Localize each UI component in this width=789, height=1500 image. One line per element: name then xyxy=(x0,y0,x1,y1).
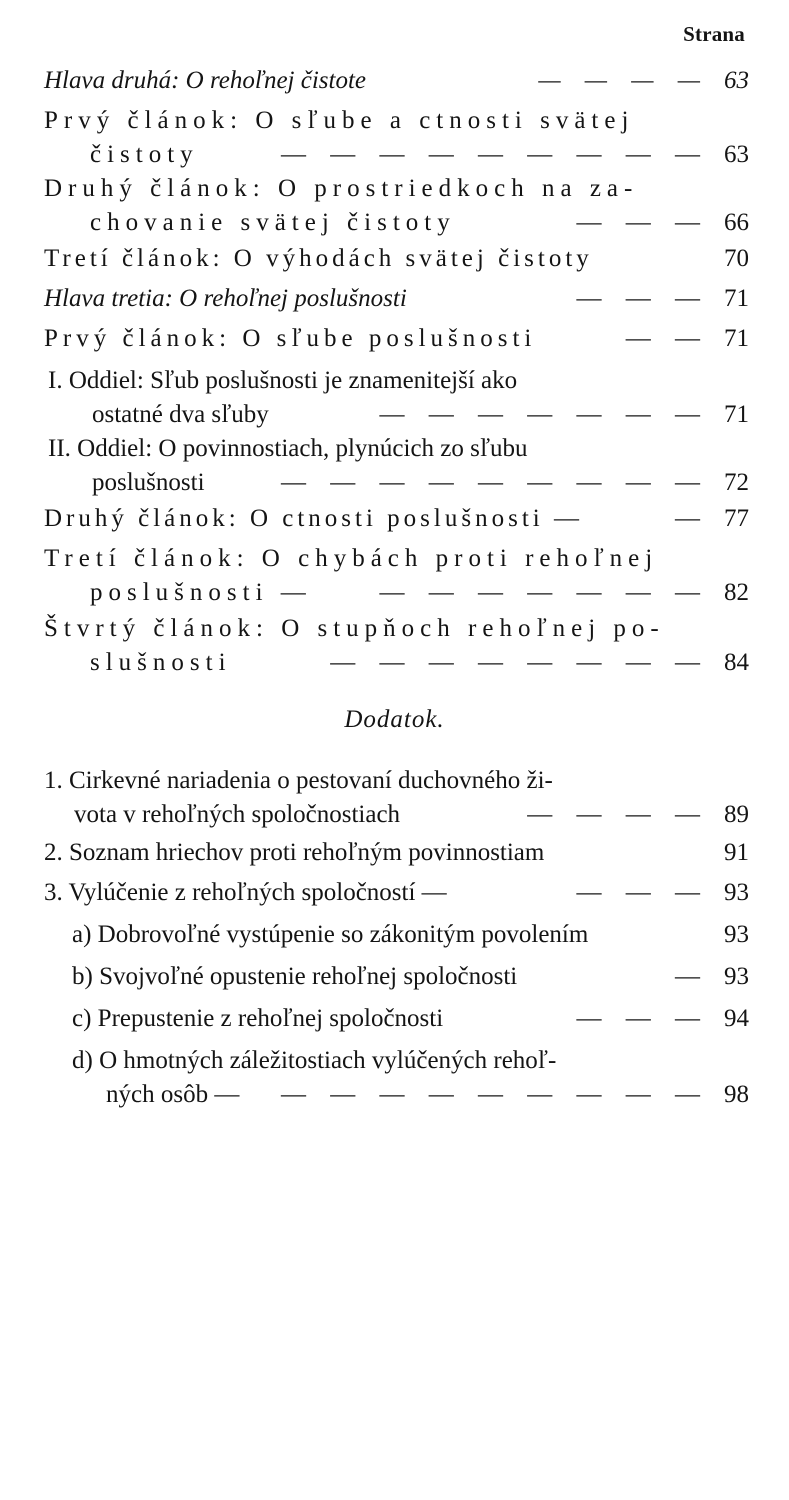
page-number: 84 xyxy=(724,649,749,676)
toc-entry-treti-clanok-cistota[interactable] xyxy=(44,242,749,276)
leader-dashes: — — — — — — — — — xyxy=(281,141,709,168)
toc-entry-text-continued: ostatné dva sľuby xyxy=(92,401,269,428)
appendix-entry-3b[interactable] xyxy=(72,960,749,994)
toc-entry-text: Hlava tretia: O rehoľnej poslušnosti xyxy=(44,285,407,312)
toc-entry-druhy-clanok-cistota[interactable] xyxy=(44,172,749,240)
toc-entry-text-continued: chovanie svätej čistoty xyxy=(90,209,456,236)
toc-entry-text: Tretí článok: O výhodách svätej čistoty xyxy=(44,245,593,272)
leader-dashes: — xyxy=(675,963,709,990)
toc-entry-text: Prvý článok: O sľube a ctnosti svätej xyxy=(44,107,635,134)
toc-entry-text: I. Oddiel: Sľub poslušnosti je znamenitejší ako xyxy=(48,367,518,394)
appendix-entry-text-continued: ných osôb — xyxy=(106,1081,240,1108)
page-number: 82 xyxy=(724,579,749,606)
toc-entry-text: Štvrtý článok: O stupňoch rehoľnej po- xyxy=(44,615,665,642)
leader-dashes: — — — — — — — xyxy=(379,401,709,428)
toc-entry-text: Druhý článok: O prostriedkoch na za- xyxy=(44,175,639,202)
appendix-entry-text: c) Prepustenie z rehoľnej spoločnosti xyxy=(72,1005,444,1032)
leader-dashes: — — — — xyxy=(538,67,709,94)
appendix-entry-1[interactable] xyxy=(44,764,749,832)
page-number: 93 xyxy=(724,879,749,906)
appendix-entry-text-continued: vota v rehoľných spoločnostiach xyxy=(74,801,401,828)
toc-entry-text-continued: poslušnosti xyxy=(92,469,205,496)
leader-dashes: — — — xyxy=(576,879,709,906)
leader-dashes: — — xyxy=(625,325,709,352)
toc-entry-oddiel-2[interactable] xyxy=(48,432,749,500)
page-number: 63 xyxy=(724,67,749,94)
page-number: 63 xyxy=(724,141,749,168)
leader-dashes: — — — — — — — — — xyxy=(281,469,709,496)
appendix-entry-3d[interactable] xyxy=(72,1044,749,1112)
appendix-entry-text: a) Dobrovoľné vystúpenie so zákonitým povolením xyxy=(72,921,589,948)
leader-dashes: — — — — — — — xyxy=(379,579,709,606)
toc-entry-text-continued: slušnosti xyxy=(90,649,232,676)
toc-entry-text: Hlava druhá: O rehoľnej čistote xyxy=(44,67,366,94)
page-number: 89 xyxy=(724,801,749,828)
page-number: 93 xyxy=(724,921,749,948)
toc-entry-hlava-tretia[interactable] xyxy=(44,282,749,316)
page-column-label: Strana xyxy=(683,22,745,46)
page-number: 94 xyxy=(724,1005,749,1032)
appendix-entry-text: 1. Cirkevné nariadenia o pestovaní duchovného ži- xyxy=(44,767,553,794)
appendix-title: Dodatok. xyxy=(344,706,445,733)
toc-entry-text-continued: poslušnosti — xyxy=(90,579,312,606)
toc-entry-treti-clanok-poslusnost[interactable] xyxy=(44,542,749,610)
appendix-entry-text: 2. Soznam hriechov proti rehoľným povinnostiam xyxy=(44,839,545,866)
toc-entry-hlava-druha[interactable] xyxy=(44,64,749,98)
appendix-entry-text: 3. Vylúčenie z rehoľných spoločností — xyxy=(44,879,447,906)
page-number: 98 xyxy=(724,1081,749,1108)
leader-dashes: — — — — — — — — xyxy=(330,649,709,676)
leader-dashes: — — — xyxy=(576,209,709,236)
appendix-entry-3a[interactable] xyxy=(72,918,749,952)
appendix-entry-text: b) Svojvoľné opustenie rehoľnej spoločnosti xyxy=(72,963,518,990)
page-number: 66 xyxy=(724,209,749,236)
toc-entry-text: Druhý článok: O ctnosti poslušnosti — xyxy=(44,505,583,532)
page-number: 93 xyxy=(724,963,749,990)
toc-entry-stvrty-clanok[interactable] xyxy=(44,612,749,680)
appendix-entry-3c[interactable] xyxy=(72,1002,749,1036)
leader-dashes: — — — — — — — — — xyxy=(281,1081,709,1108)
toc-entry-oddiel-1[interactable] xyxy=(48,364,749,432)
toc-entry-text: Tretí článok: O chybách proti rehoľnej xyxy=(44,545,659,572)
leader-dashes: — — — — xyxy=(527,801,709,828)
page-number: 71 xyxy=(724,285,749,312)
page-number: 72 xyxy=(724,469,749,496)
page-number: 71 xyxy=(724,325,749,352)
appendix-entry-3[interactable] xyxy=(44,876,749,910)
toc-entry-text: Prvý článok: O sľube poslušnosti xyxy=(44,325,537,352)
toc-entry-prvy-clanok-poslusnost[interactable] xyxy=(44,322,749,356)
toc-entry-prvy-clanok-cistota[interactable] xyxy=(44,104,749,172)
appendix-entry-2[interactable] xyxy=(44,836,749,870)
page-number: 71 xyxy=(724,401,749,428)
leader-dashes: — xyxy=(675,505,709,532)
page-number: 91 xyxy=(724,839,749,866)
toc-entry-druhy-clanok-poslusnost[interactable] xyxy=(44,502,749,536)
page-number: 70 xyxy=(724,245,749,272)
toc-entry-text-continued: čistoty xyxy=(90,141,199,168)
leader-dashes: — — — xyxy=(576,285,709,312)
page-number: 77 xyxy=(724,505,749,532)
toc-entry-text: II. Oddiel: O povinnostiach, plynúcich zo sľubu xyxy=(48,435,528,462)
leader-dashes: — — — xyxy=(576,1005,709,1032)
appendix-entry-text: d) O hmotných záležitostiach vylúčených rehoľ- xyxy=(72,1047,557,1074)
